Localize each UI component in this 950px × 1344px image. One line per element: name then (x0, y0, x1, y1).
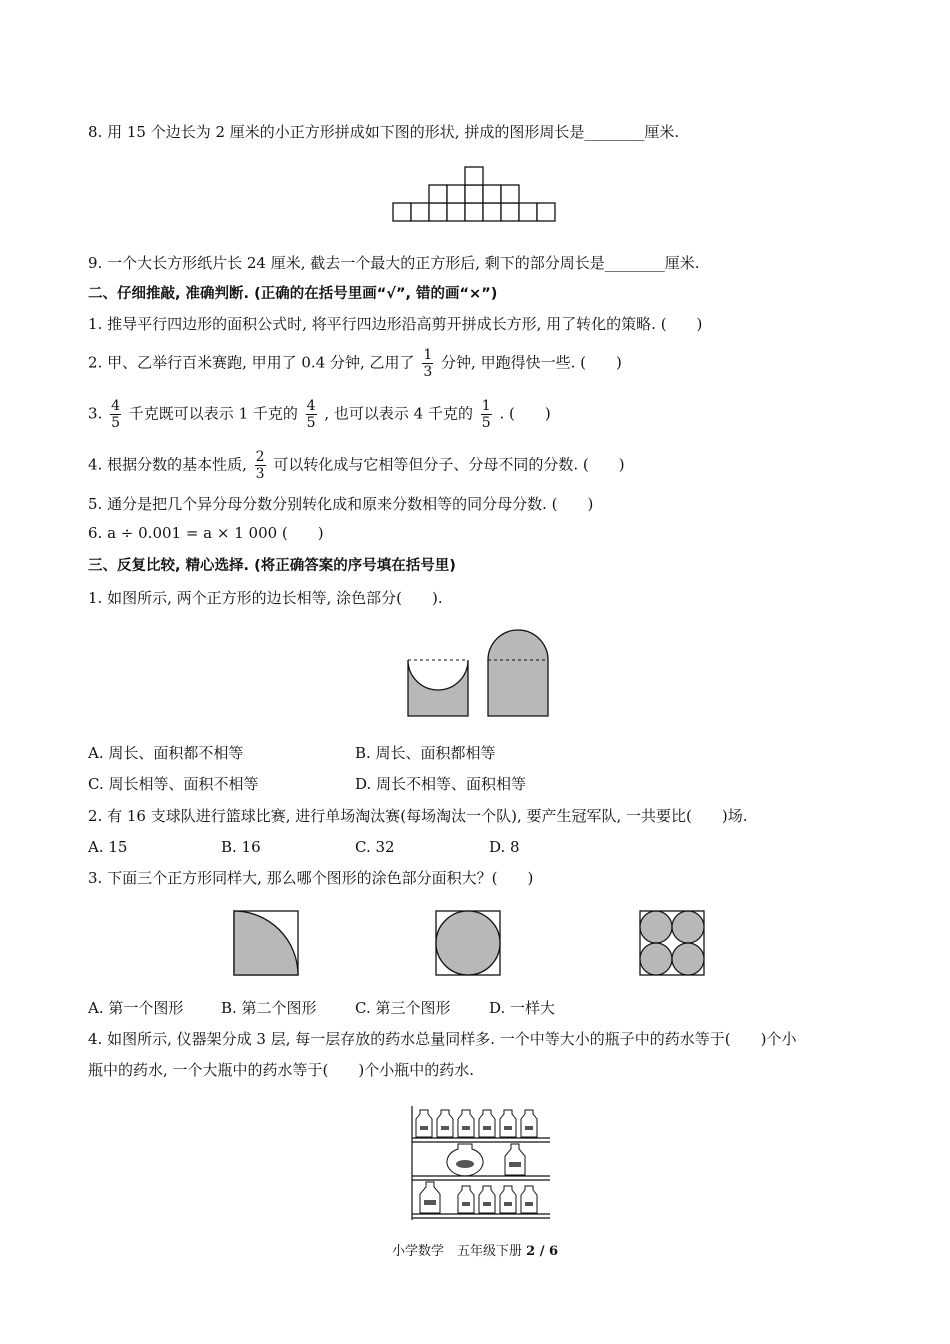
question-8: 8. 用 15 个边长为 2 厘米的小正方形拼成如下图的形状, 拼成的图形周长是________厘米. (88, 123, 680, 141)
choice-2-option-c: C. 32 (355, 838, 395, 856)
choice-3-stem: 3. 下面三个正方形同样大, 那么哪个图形的涂色部分面积大？( ) (88, 869, 534, 887)
choice-1-stem: 1. 如图所示, 两个正方形的边长相等, 涂色部分( ). (88, 589, 443, 607)
fraction-two-thirds: $\frac{2}{3}$ (255, 449, 265, 482)
judge-3 (88, 398, 551, 431)
choice-1-option-b: B. 周长、面积都相等 (355, 744, 496, 762)
judge-1: 1. 推导平行四边形的面积公式时, 将平行四边形沿高剪开拼成长方形, 用了转化的策略. ( ) (88, 315, 703, 333)
judge-4-text-b: 可以转化成与它相等但分子、分母不同的分数. ( ) (273, 455, 625, 474)
fraction-four-fifths: $\frac{4}{5}$ (111, 398, 121, 431)
choice-3-option-b: B. 第二个图形 (221, 999, 317, 1017)
choice-2-option-d: D. 8 (489, 838, 520, 856)
fraction-four-fifths-2: $\frac{4}{5}$ (306, 398, 316, 431)
judge-2-text-b: 分钟, 甲跑得快一些. ( ) (441, 353, 622, 372)
judge-3-text-b: , 也可以表示 4 千克的 (324, 404, 473, 423)
choice-2-option-a: A. 15 (88, 838, 128, 856)
two-squares-figure (405, 628, 550, 720)
choice-4-stem-line-1: 4. 如图所示, 仪器架分成 3 层, 每一层存放的药水总量同样多. 一个中等大小的瓶子中的药水等于( )个小 (88, 1030, 797, 1048)
choice-1-option-a: A. 周长、面积都不相等 (88, 744, 244, 762)
section-2-title: 二、仔细推敲, 准确判断. (正确的在括号里画“√”, 错的画“×”) (88, 286, 498, 302)
choice-2-option-b: B. 16 (221, 838, 261, 856)
judge-6: 6. a ÷ 0.001 = a × 1 000 ( ) (88, 524, 324, 542)
page-number: 2 / 6 (526, 1244, 559, 1259)
quarter-circle-figure (232, 909, 302, 979)
judge-2-text-a: 2. 甲、乙举行百米赛跑, 甲用了 0.4 分钟, 乙用了 (88, 353, 415, 372)
choice-4-stem-line-2: 瓶中的药水, 一个大瓶中的药水等于( )个小瓶中的药水. (88, 1061, 475, 1079)
squares-figure (392, 166, 558, 226)
page-footer (0, 1240, 950, 1259)
judge-3-text-c: . ( ) (499, 404, 551, 423)
choice-1-option-d: D. 周长不相等、面积相等 (355, 775, 527, 793)
bottle-shelf-figure (408, 1104, 552, 1222)
four-circles-figure (638, 909, 708, 979)
judge-4 (88, 449, 625, 482)
fraction-one-third: $\frac{1}{3}$ (423, 347, 433, 380)
judge-4-text-a: 4. 根据分数的基本性质, (88, 455, 247, 474)
choice-3-option-c: C. 第三个图形 (355, 999, 451, 1017)
footer-label: 小学数学 五年级下册 (391, 1244, 522, 1259)
choice-3-option-a: A. 第一个图形 (88, 999, 184, 1017)
one-circle-figure (434, 909, 504, 979)
choice-2-stem: 2. 有 16 支球队进行篮球比赛, 进行单场淘汰赛(每场淘汰一个队), 要产生冠军队, 一共要比( )场. (88, 807, 748, 825)
judge-2 (88, 347, 622, 380)
question-9: 9. 一个大长方形纸片长 24 厘米, 截去一个最大的正方形后, 剩下的部分周长是________厘米. (88, 254, 700, 272)
fraction-one-fifth: $\frac{1}{5}$ (481, 398, 491, 431)
section-3-title: 三、反复比较, 精心选择. (将正确答案的序号填在括号里) (88, 558, 456, 574)
judge-3-number: 3. (88, 404, 103, 423)
judge-5: 5. 通分是把几个异分母分数分别转化成和原来分数相等的同分母分数. ( ) (88, 495, 594, 513)
choice-1-option-c: C. 周长相等、面积不相等 (88, 775, 259, 793)
judge-3-text-a: 千克既可以表示 1 千克的 (128, 404, 298, 423)
choice-3-option-d: D. 一样大 (489, 999, 556, 1017)
